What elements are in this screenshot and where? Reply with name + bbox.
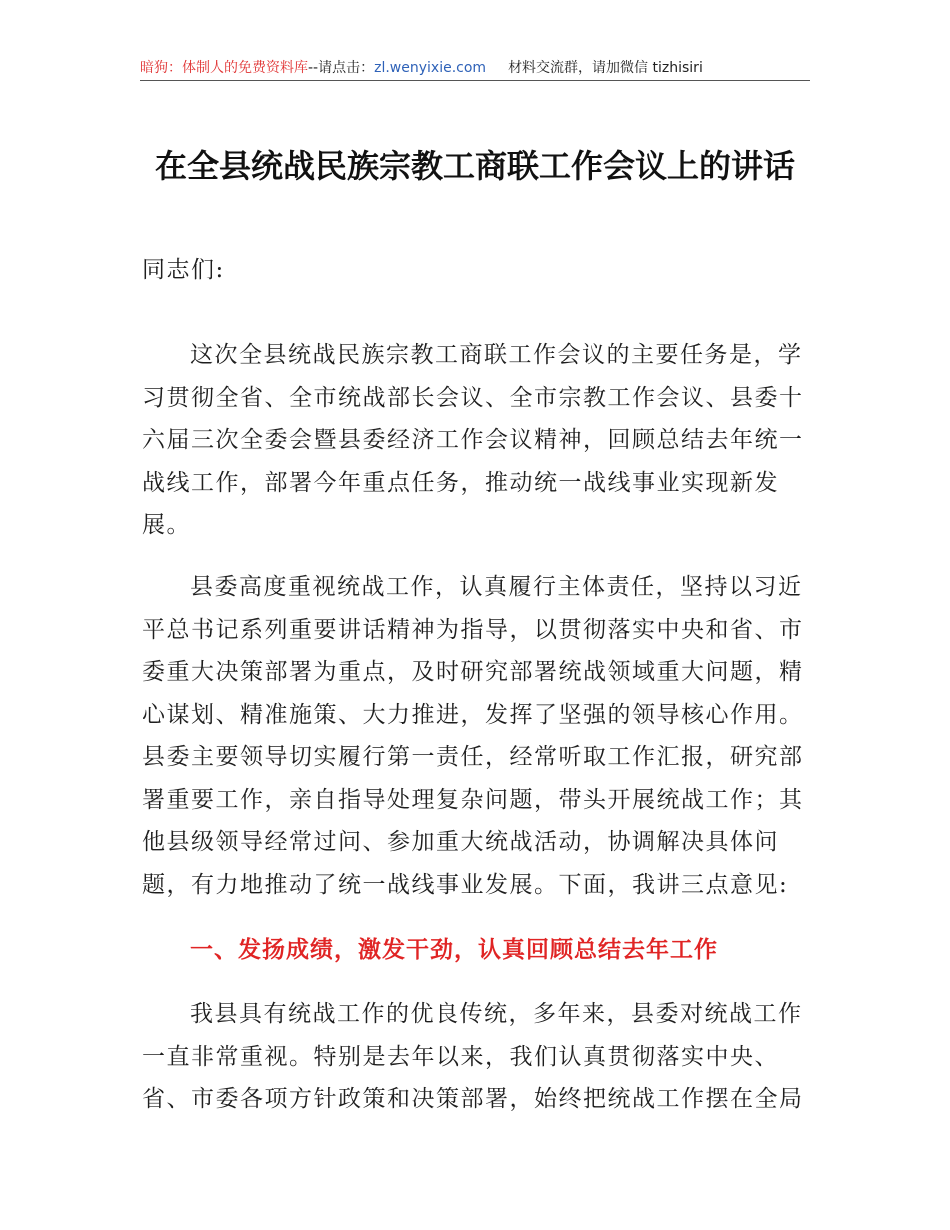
site-name: 暗狗：体制人的免费资料库 [140,60,308,76]
paragraph-3 [142,993,812,1121]
site-link[interactable]: zl.wenyixie.com [374,60,487,76]
paragraph-1 [142,334,812,547]
paragraph-text: 县委高度重视统战工作，认真履行主体责任，坚持以习近平总书记系列重要讲话精神为指导，以贯彻落实中央和省、市委重大决策部署为重点，及时研究部署统战领域重大问题，精心谋划、精准施策、大力推进，发挥了坚强的领导核心作用。县委主要领导切实履行第一责任，经常听取工作汇报，研究部署重要工作，亲自指导处理复杂问题，带头开展统战工作；其他县级领导经常过问、参加重大统战活动，协调解决具体问题，有力地推动了统一战线事业发展。下面，我讲三点意见: [142,574,804,898]
paragraph-2 [142,566,812,906]
section-heading-1: 一、发扬成绩，激发干劲，认真回顾总结去年工作 [190,937,718,963]
page-header [140,58,810,80]
paragraph-text: 这次全县统战民族宗教工商联工作会议的主要任务是，学习贯彻全省、全市统战部长会议、全市宗教工作会议、县委十六届三次全委会暨县委经济工作会议精神，回顾总结去年统一战线工作，部署今年重点任务，推动统一战线事业实现新发展。 [142,342,804,538]
document-title: 在全县统战民族宗教工商联工作会议上的讲话 [154,147,795,185]
header-divider [140,80,810,81]
click-prompt: --请点击： [308,60,375,76]
group-note: 材料交流群，请加微信 tizhisiri [508,60,703,76]
paragraph-text: 我县具有统战工作的优良传统，多年来，县委对统战工作一直非常重视。特别是去年以来，我们认真贯彻落实中央、省、市委各项方针政策和决策部署，始终把统战工作摆在全局 [142,1001,804,1112]
salutation: 同志们: [142,257,225,283]
